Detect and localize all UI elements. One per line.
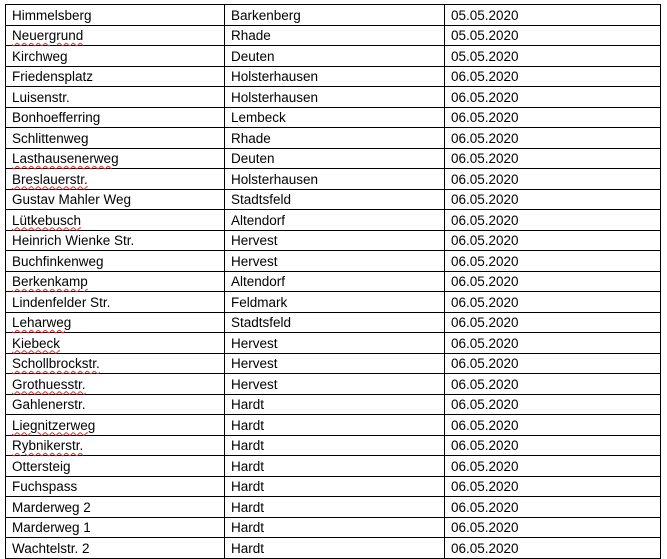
district-cell[interactable] (225, 66, 445, 87)
date-cell[interactable] (445, 148, 661, 169)
date-cell-text: 06.05.2020 (451, 171, 519, 187)
street-cell-text: Buchfinkenweg (12, 253, 104, 269)
date-cell[interactable] (445, 456, 661, 477)
district-cell-text: Rhade (231, 130, 271, 146)
district-cell-text: Hervest (231, 376, 278, 392)
street-cell[interactable] (6, 271, 225, 292)
district-cell[interactable] (225, 230, 445, 251)
date-cell[interactable] (445, 251, 661, 272)
date-cell[interactable] (445, 312, 661, 333)
date-cell-text: 06.05.2020 (451, 479, 519, 494)
date-cell[interactable] (445, 271, 661, 292)
table-row (6, 87, 661, 108)
date-cell-text: 06.05.2020 (451, 397, 519, 412)
district-cell[interactable] (225, 210, 445, 231)
date-cell-text: 06.05.2020 (451, 233, 519, 248)
street-cell-text: Himmelsberg (12, 7, 92, 23)
date-cell[interactable] (445, 476, 661, 497)
district-cell[interactable] (225, 107, 445, 128)
date-cell[interactable] (445, 128, 661, 149)
table-row (6, 497, 661, 518)
street-cell-text: Schlittenweg (12, 130, 89, 146)
district-cell[interactable] (225, 169, 445, 190)
street-cell-text: Friedensplatz (12, 69, 94, 84)
street-cell[interactable] (6, 538, 225, 559)
district-cell[interactable] (225, 333, 445, 354)
street-cell[interactable] (6, 46, 225, 67)
street-cell[interactable] (6, 230, 225, 251)
street-cell[interactable] (6, 210, 225, 231)
street-cell[interactable] (6, 169, 225, 190)
street-cell-text: Gahlenerstr. (12, 397, 86, 412)
district-cell-text: Hervest (231, 356, 278, 371)
table-row (6, 271, 661, 292)
date-cell[interactable] (445, 415, 661, 436)
street-cell[interactable] (6, 353, 225, 374)
table-row (6, 148, 661, 169)
district-cell-text: Deuten (231, 151, 275, 166)
district-cell-text: Holsterhausen (231, 89, 319, 105)
date-cell-text: 06.05.2020 (451, 294, 519, 310)
street-cell-text: Breslauerstr. (12, 171, 88, 187)
date-cell-text: 06.05.2020 (451, 274, 519, 289)
district-cell[interactable] (225, 476, 445, 497)
street-cell-text: Kiebeck (12, 335, 61, 351)
district-cell[interactable] (225, 46, 445, 67)
district-cell-text: Hardt (231, 540, 265, 556)
street-cell[interactable] (6, 333, 225, 354)
street-cell-text: Marderweg 1 (12, 520, 91, 535)
district-cell-text: Hardt (231, 520, 265, 535)
district-cell-text: Hardt (231, 458, 265, 474)
district-cell-text: Hervest (231, 253, 278, 269)
district-cell-text: Holsterhausen (231, 69, 319, 84)
district-cell-text: Hardt (231, 499, 265, 515)
street-cell-text: Fuchspass (12, 479, 78, 494)
street-cell-text: Gustav Mahler Weg (12, 192, 132, 207)
date-cell-text: 05.05.2020 (451, 7, 519, 23)
table-body (6, 5, 661, 559)
date-cell-text: 06.05.2020 (451, 438, 519, 453)
date-cell[interactable] (445, 66, 661, 87)
table-row (6, 189, 661, 210)
table-row (6, 517, 661, 538)
street-cell[interactable] (6, 456, 225, 477)
date-cell-text: 06.05.2020 (451, 520, 519, 535)
street-cell[interactable] (6, 435, 225, 456)
street-cell-text: Bonhoefferring (12, 110, 101, 125)
street-cell-text: Rybnikerstr. (12, 438, 84, 453)
table-row (6, 46, 661, 67)
district-cell-text: Deuten (231, 48, 275, 64)
date-cell-text: 06.05.2020 (451, 130, 519, 146)
date-cell[interactable] (445, 333, 661, 354)
district-cell-text: Altendorf (231, 274, 286, 289)
district-cell[interactable] (225, 538, 445, 559)
district-cell-text: Hardt (231, 438, 265, 453)
district-cell[interactable] (225, 497, 445, 518)
date-cell-text: 06.05.2020 (451, 315, 519, 330)
date-cell-text: 06.05.2020 (451, 376, 519, 392)
date-cell[interactable] (445, 107, 661, 128)
street-cell[interactable] (6, 497, 225, 518)
district-cell-text: Hardt (231, 397, 265, 412)
date-cell-text: 06.05.2020 (451, 417, 519, 433)
date-cell[interactable] (445, 435, 661, 456)
street-cell-text: Leharweg (12, 315, 72, 330)
street-cell-text: Neuergrund (12, 28, 84, 43)
table-row (6, 210, 661, 231)
district-cell-text: Barkenberg (231, 7, 301, 23)
date-cell[interactable] (445, 210, 661, 231)
district-cell[interactable] (225, 25, 445, 46)
table-row (6, 333, 661, 354)
date-cell-text: 06.05.2020 (451, 212, 519, 228)
table-row (6, 435, 661, 456)
schedule-table (5, 4, 661, 559)
street-cell[interactable] (6, 25, 225, 46)
date-cell[interactable] (445, 5, 661, 26)
table-row (6, 230, 661, 251)
street-cell-text: Kirchweg (12, 48, 68, 64)
district-cell-text: Hardt (231, 417, 265, 433)
district-cell[interactable] (225, 374, 445, 395)
district-cell[interactable] (225, 312, 445, 333)
district-cell-text: Holsterhausen (231, 171, 319, 187)
district-cell-text: Stadtsfeld (231, 315, 292, 330)
district-cell-text: Stadtsfeld (231, 192, 292, 207)
table-row (6, 66, 661, 87)
street-cell[interactable] (6, 476, 225, 497)
date-cell[interactable] (445, 374, 661, 395)
date-cell-text: 06.05.2020 (451, 335, 519, 351)
district-cell[interactable] (225, 415, 445, 436)
table-row (6, 394, 661, 415)
district-cell[interactable] (225, 189, 445, 210)
street-cell-text: Marderweg 2 (12, 499, 91, 515)
district-cell[interactable] (225, 251, 445, 272)
district-cell[interactable] (225, 517, 445, 538)
date-cell-text: 06.05.2020 (451, 356, 519, 371)
date-cell[interactable] (445, 353, 661, 374)
date-cell-text: 05.05.2020 (451, 28, 519, 43)
district-cell-text: Rhade (231, 28, 271, 43)
date-cell-text: 06.05.2020 (451, 69, 519, 84)
district-cell[interactable] (225, 292, 445, 313)
date-cell-text: 06.05.2020 (451, 540, 519, 556)
date-cell[interactable] (445, 87, 661, 108)
table-row (6, 107, 661, 128)
district-cell-text: Hervest (231, 335, 278, 351)
table-row (6, 353, 661, 374)
date-cell-text: 05.05.2020 (451, 48, 519, 64)
table-row (6, 292, 661, 313)
street-cell[interactable] (6, 312, 225, 333)
district-cell[interactable] (225, 456, 445, 477)
street-cell[interactable] (6, 148, 225, 169)
street-cell-text: Luisenstr. (12, 89, 70, 105)
date-cell-text: 06.05.2020 (451, 253, 519, 269)
street-cell[interactable] (6, 5, 225, 26)
street-cell-text: Liegnitzerweg (12, 417, 96, 433)
district-cell-text: Feldmark (231, 294, 288, 310)
district-cell[interactable] (225, 87, 445, 108)
street-cell[interactable] (6, 415, 225, 436)
table-row (6, 169, 661, 190)
table-row (6, 312, 661, 333)
date-cell-text: 06.05.2020 (451, 192, 519, 207)
street-cell-text: Lindenfelder Str. (12, 294, 111, 310)
street-cell-text: Ottersteig (12, 458, 71, 474)
street-cell[interactable] (6, 189, 225, 210)
street-cell-text: Berkenkamp (12, 274, 88, 289)
date-cell[interactable] (445, 394, 661, 415)
street-cell[interactable] (6, 107, 225, 128)
date-cell[interactable] (445, 517, 661, 538)
district-cell[interactable] (225, 271, 445, 292)
date-cell-text: 06.05.2020 (451, 458, 519, 474)
date-cell-text: 06.05.2020 (451, 89, 519, 105)
street-cell[interactable] (6, 128, 225, 149)
table-row (6, 251, 661, 272)
street-cell-text: Wachtelstr. 2 (12, 540, 90, 556)
table-row (6, 476, 661, 497)
date-cell[interactable] (445, 292, 661, 313)
district-cell-text: Lembeck (231, 110, 286, 125)
table-row (6, 25, 661, 46)
district-cell[interactable] (225, 394, 445, 415)
date-cell[interactable] (445, 538, 661, 559)
table-row (6, 374, 661, 395)
district-cell[interactable] (225, 5, 445, 26)
table-row (6, 5, 661, 26)
street-cell[interactable] (6, 374, 225, 395)
table-row (6, 456, 661, 477)
district-cell[interactable] (225, 128, 445, 149)
district-cell[interactable] (225, 148, 445, 169)
street-cell[interactable] (6, 292, 225, 313)
table-row (6, 538, 661, 559)
street-cell-text: Lasthausenerweg (12, 151, 119, 166)
date-cell-text: 06.05.2020 (451, 151, 519, 166)
table-row (6, 128, 661, 149)
street-cell[interactable] (6, 251, 225, 272)
date-cell[interactable] (445, 169, 661, 190)
district-cell[interactable] (225, 353, 445, 374)
date-cell[interactable] (445, 189, 661, 210)
date-cell[interactable] (445, 46, 661, 67)
date-cell[interactable] (445, 25, 661, 46)
street-cell-text: Lütkebusch (12, 212, 82, 228)
district-cell[interactable] (225, 435, 445, 456)
date-cell-text: 06.05.2020 (451, 499, 519, 515)
table-row (6, 415, 661, 436)
street-cell-text: Grothuesstr. (12, 376, 86, 392)
street-cell[interactable] (6, 517, 225, 538)
street-cell[interactable] (6, 394, 225, 415)
street-cell-text: Heinrich Wienke Str. (12, 233, 135, 248)
date-cell[interactable] (445, 230, 661, 251)
date-cell-text: 06.05.2020 (451, 110, 519, 125)
street-cell[interactable] (6, 87, 225, 108)
street-cell[interactable] (6, 66, 225, 87)
district-cell-text: Hardt (231, 479, 265, 494)
date-cell[interactable] (445, 497, 661, 518)
street-cell-text: Schollbrockstr. (12, 356, 100, 371)
district-cell-text: Altendorf (231, 212, 286, 228)
district-cell-text: Hervest (231, 233, 278, 248)
